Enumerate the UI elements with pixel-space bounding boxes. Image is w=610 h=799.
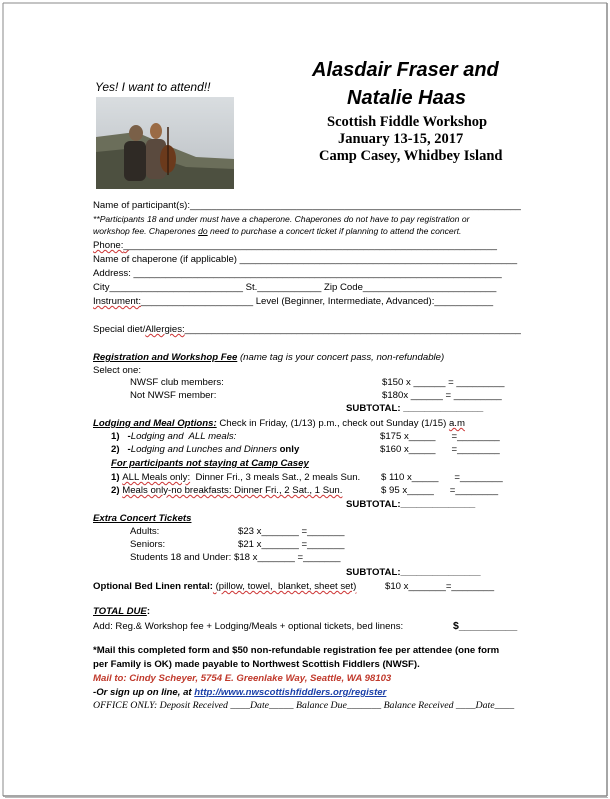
non-member-price-field[interactable]: $180x ______ = _________	[382, 390, 502, 401]
phone-blank-2: _____________________________________________________________________	[128, 240, 497, 251]
chaperone-note-2-part2: need to purchase a concert ticket if planning to attend the concert.	[207, 226, 462, 236]
registration-heading-text: Registration and Workshop Fee	[93, 352, 238, 363]
meals-opt1-label: ALL Meals only:	[122, 472, 191, 483]
instrument-blank: _____________________ Level (Beginner, Intermediate, Advanced):___________	[141, 296, 494, 307]
lodging-heading	[93, 418, 465, 430]
title-line-1: Alasdair Fraser and	[312, 59, 499, 81]
yes-attend-text: Yes! I want to attend!!	[95, 80, 211, 94]
phone-blank-1: _	[123, 240, 129, 251]
chaperone-note-1: **Participants 18 and under must have a chaperone. Chaperones do not have to pay registration or	[93, 214, 470, 224]
non-member-label: Not NWSF member:	[130, 390, 217, 401]
allergies-label: Allergies:	[145, 324, 185, 335]
opt1-text: Lodging and ALL meals:	[130, 431, 237, 442]
chaperone-note-2-emph: do	[198, 226, 208, 236]
lodging-option-2	[111, 444, 299, 456]
linen-note: (pillow, towel, blanket, sheet set)	[212, 581, 357, 592]
registration-subtotal[interactable]: SUBTOTAL: _______________	[346, 403, 484, 414]
adults-price-field[interactable]: $23 x_______ =_______	[238, 526, 345, 537]
opt2-only: only	[279, 444, 300, 455]
meals-option-1-price-field[interactable]: $ 110 x_____ =________	[381, 472, 503, 483]
lodging-heading-text: Lodging and Meal Options:	[93, 418, 217, 429]
workshop-subtitle: Scottish Fiddle Workshop	[327, 114, 488, 130]
bed-linen-price-field[interactable]: $10 x_______=________	[385, 581, 495, 592]
performers-photo	[96, 97, 234, 189]
seniors-label: Seniors:	[130, 539, 166, 550]
special-diet-field[interactable]	[93, 324, 521, 336]
workshop-dates: January 13-15, 2017	[338, 131, 464, 147]
workshop-location: Camp Casey, Whidbey Island	[319, 148, 503, 164]
phone-label: Phone:	[93, 240, 124, 251]
opt1-number: 1) -	[111, 431, 131, 442]
online-signup	[93, 687, 386, 699]
instrument-level-field[interactable]	[93, 296, 493, 308]
office-only-line: OFFICE ONLY: Deposit Received ____Date_____ Balance Due_______ Balance Received ____Date____	[93, 700, 515, 711]
city-state-zip-field[interactable]: City_________________________ St.____________ Zip Code_________________________	[93, 282, 497, 293]
linen-label: Optional Bed Linen rental:	[93, 581, 213, 592]
total-due-heading	[93, 606, 150, 618]
meals-option-2	[111, 485, 342, 497]
meals-option-1	[111, 472, 360, 484]
bed-linen-row	[93, 581, 356, 593]
diet-label: Special diet/	[93, 324, 146, 335]
students-price-field[interactable]: Students 18 and Under: $18 x_______ =_______	[130, 552, 341, 563]
participant-name-field[interactable]: Name of participant(s):______________________________________________________________	[93, 200, 521, 211]
meals-opt1-number: 1)	[111, 472, 123, 483]
lodging-option-2-price-field[interactable]: $160 x_____ =________	[380, 444, 500, 455]
register-link[interactable]: http://www.nwscottishfiddlers.org/register	[194, 687, 387, 698]
total-amount-field[interactable]: $__________	[453, 620, 518, 632]
online-signup-text: -Or sign up on line, at	[93, 687, 195, 698]
concert-tickets-heading: Extra Concert Tickets	[93, 513, 192, 524]
phone-field[interactable]	[93, 240, 497, 252]
not-staying-heading: For participants not staying at Camp Casey	[111, 458, 309, 469]
meals-opt1-text: Dinner Fri., 3 meals Sat., 2 meals Sun.	[190, 472, 361, 483]
diet-blank: _______________________________________________________________	[184, 324, 521, 335]
lodging-option-1	[111, 431, 236, 443]
chaperone-note-2-part1: workshop fee. Chaperones	[93, 226, 199, 236]
meals-opt2-text: Meals only-no breakfasts: Dinner Fri., 2 Sat., 1 Sun.	[122, 485, 343, 496]
lodging-heading-am: a.m	[448, 418, 465, 429]
mail-instructions-2: per Family is OK) made payable to Northwest Scottish Fiddlers (NWSF).	[93, 659, 420, 670]
select-one-label: Select one:	[93, 365, 142, 376]
total-due-text: TOTAL DUE	[93, 606, 147, 617]
lodging-heading-note: Check in Friday, (1/13) p.m., check out Sunday (1/15)	[216, 418, 449, 429]
opt2-text: Lodging and Lunches and Dinners	[130, 444, 280, 455]
meals-opt2-number: 2)	[111, 485, 123, 496]
mail-to-address: Mail to: Cindy Scheyer, 5754 E. Greenlake Way, Seattle, WA 98103	[93, 673, 392, 684]
chaperone-note-2	[93, 225, 461, 237]
registration-heading-note: (name tag is your concert pass, non-refundable)	[237, 352, 445, 363]
opt2-number: 2) -	[111, 444, 131, 455]
club-member-label: NWSF club members:	[130, 377, 224, 388]
total-add-instructions: Add: Reg.& Workshop fee + Lodging/Meals + optional tickets, bed linens:	[93, 621, 404, 632]
lodging-subtotal[interactable]: SUBTOTAL:______________	[346, 499, 476, 510]
concert-subtotal[interactable]: SUBTOTAL:_______________	[346, 567, 481, 578]
seniors-price-field[interactable]: $21 x_______ =_______	[238, 539, 345, 550]
club-member-price-field[interactable]: $150 x ______ = _________	[382, 377, 505, 388]
registration-heading	[93, 352, 444, 364]
mail-instructions-1: *Mail this completed form and $50 non-refundable registration fee per attendee (one form	[93, 645, 500, 656]
meals-option-2-price-field[interactable]: $ 95 x_____ =________	[381, 485, 499, 496]
title-line-2: Natalie Haas	[347, 87, 466, 109]
chaperone-name-field[interactable]: Name of chaperone (if applicable) ____________________________________________________	[93, 254, 518, 265]
instrument-label: Instrument:	[93, 296, 141, 307]
total-due-colon: :	[146, 606, 151, 617]
lodging-option-1-price-field[interactable]: $175 x_____ =________	[380, 431, 500, 442]
adults-label: Adults:	[130, 526, 160, 537]
address-field[interactable]: Address: _____________________________________________________________________	[93, 268, 502, 279]
